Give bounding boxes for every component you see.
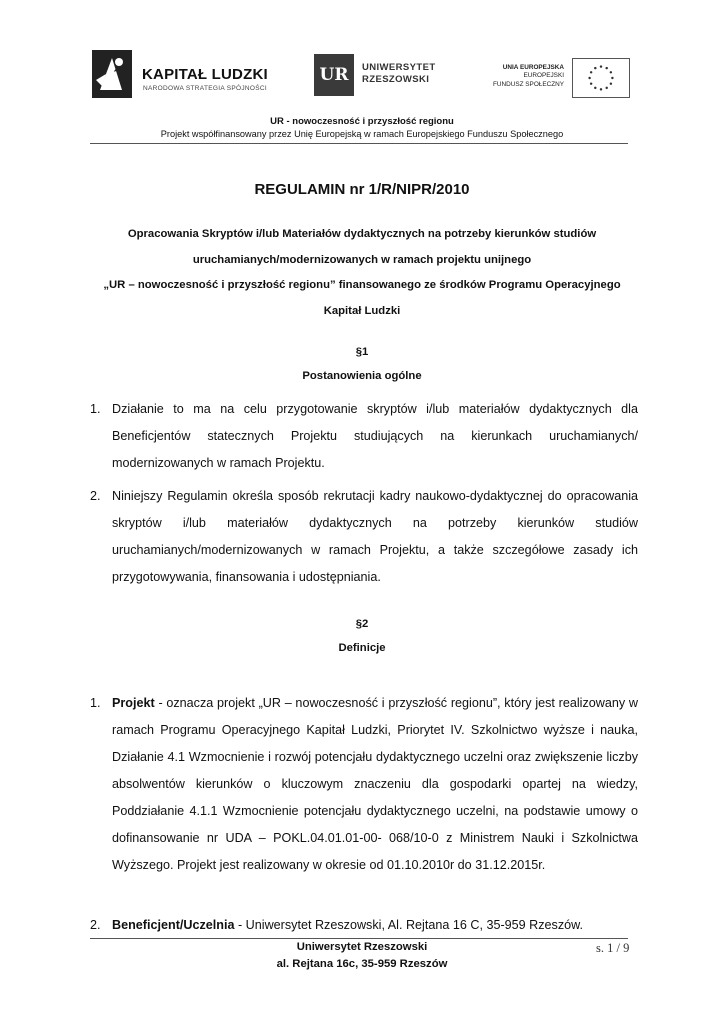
item-term: Beneficjent/Uczelnia <box>112 918 235 932</box>
ur-name <box>362 62 436 86</box>
kapital-ludzki-subtitle: NARODOWA STRATEGIA SPÓJNOŚCI <box>143 85 267 92</box>
section2-heading: Definicje <box>338 642 386 654</box>
eu-star <box>605 67 607 69</box>
kapital-ludzki-logo <box>92 46 302 102</box>
eu-star <box>590 82 592 84</box>
item-text: Niniejszy Regulamin określa sposób rekrutacji kadry naukowo-dydaktycznej do opracowania skryptów i/lub materiałów dydaktycznych na potrzeby kierunków studiów uruchamianych/modernizowanych w ramach Projektu, a także szczegółowe zasady ich przygotowywania, finansowania i udostępniania. <box>112 489 638 584</box>
subtitle-line: Kapitał Ludzki <box>323 304 401 317</box>
footer-divider <box>90 938 628 939</box>
document-title: REGULAMIN nr 1/R/NIPR/2010 <box>254 181 470 198</box>
ur-name-line1: UNIWERSYTET <box>362 62 436 73</box>
section1-heading: Postanowienia ogólne <box>302 370 422 382</box>
subtitle-line: uruchamianych/modernizowanych w ramach projektu unijnego <box>192 253 532 266</box>
ur-name-line2: RZESZOWSKI <box>362 74 430 85</box>
item-text <box>112 912 638 939</box>
eu-star <box>605 87 607 89</box>
eu-line3: FUNDUSZ SPOŁECZNY <box>492 80 564 88</box>
eu-star <box>611 77 613 79</box>
eu-star <box>594 67 596 69</box>
kapital-ludzki-title: KAPITAŁ LUDZKI <box>142 66 268 83</box>
footer-university: Uniwersytet Rzeszowski <box>296 941 428 953</box>
eu-star <box>610 82 612 84</box>
eu-star <box>610 71 612 73</box>
item-number: 2. <box>90 489 101 503</box>
item-number: 2. <box>90 918 101 932</box>
kapital-ludzki-icon <box>92 50 132 98</box>
item-number: 1. <box>90 402 101 416</box>
header-divider <box>90 143 628 144</box>
eu-star <box>600 88 602 90</box>
item-number: 1. <box>90 696 101 710</box>
section1-item <box>90 483 638 591</box>
project-line: UR - nowoczesność i przyszłość regionu <box>270 116 454 127</box>
subtitle-line: „UR – nowoczesność i przyszłość regionu” finansowanego ze środków Programu Operacyjnego <box>103 279 621 291</box>
eu-star <box>588 77 590 79</box>
footer-address: al. Rejtana 16c, 35-959 Rzeszów <box>276 958 448 970</box>
section2-number: §2 <box>355 618 369 630</box>
cofinanced-line: Projekt współfinansowany przez Unię Europejską w ramach Europejskiego Funduszu Społecznego <box>160 129 564 139</box>
section1-number: §1 <box>355 346 369 358</box>
item-text <box>112 690 638 879</box>
eu-star <box>590 71 592 73</box>
eu-star <box>594 87 596 89</box>
eu-line1: UNIA EUROPEJSKA <box>502 64 564 71</box>
section2-item <box>90 690 638 879</box>
item-text: Działanie to ma na celu przygotowanie skryptów i/lub materiałów dydaktycznych dla Beneficjentów statecznych Projektu studiujących na kierunkach uruchamianych/ modernizowanych w ramach Projektu. <box>112 402 638 470</box>
eu-star <box>600 65 602 67</box>
item-term: Projekt <box>112 696 155 710</box>
eu-flag-icon <box>572 58 630 98</box>
section1-item <box>90 396 638 477</box>
page-number: s. 1 / 9 <box>596 941 630 955</box>
ur-logo <box>314 54 454 98</box>
document-subtitle <box>70 222 654 324</box>
eu-text <box>493 64 564 89</box>
eu-logo <box>484 58 630 98</box>
item-definition: - oznacza projekt „UR – nowoczesność i przyszłość regionu”, który jest realizowany w ramach Programu Operacyjnego Kapitał Ludzki, Priorytet IV. Szkolnictwo wyższe i nauka, Działanie 4.1 Wzmocnienie i rozwój potencjału dydaktycznego uczelni oraz zwiększenie liczby absolwentów kierunków o kluczowym znaczeniu dla gospodarki opartej na wiedzy, Poddziałanie 4.1.1 Wzmocnienie potencjału dydaktycznego uczelni, na podstawie umowy o dofinansowanie nr UDA – POKL.04.01.01-00- 068/10-0 z Ministrem Nauki i Szkolnictwa Wyższego. Projekt jest realizowany w okresie od 01.10.2010r do 31.12.2015r. <box>112 696 638 872</box>
section2-item <box>90 912 638 939</box>
item-definition: - Uniwersytet Rzeszowski, Al. Rejtana 16 C, 35-959 Rzeszów. <box>234 918 584 932</box>
ur-mark: UR <box>314 54 354 96</box>
subtitle-line: Opracowania Skryptów i/lub Materiałów dydaktycznych na potrzeby kierunków studiów <box>127 228 597 240</box>
eu-line2: EUROPEJSKI <box>523 72 564 80</box>
